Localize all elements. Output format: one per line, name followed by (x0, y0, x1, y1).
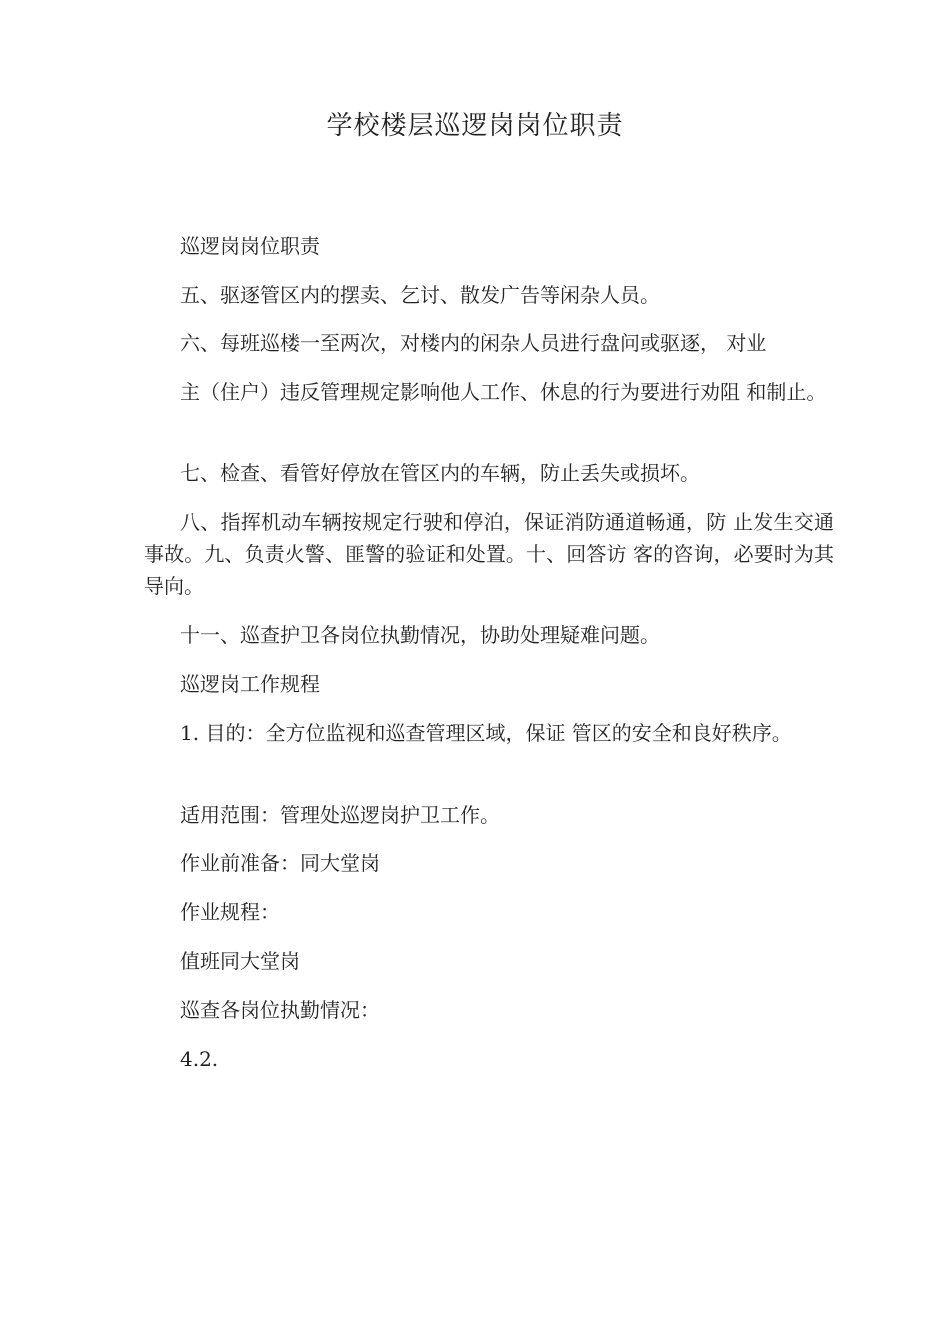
paragraph-section-number: 4.2. (180, 1047, 219, 1071)
paragraph-preparation: 作业前准备：同大堂岗 (180, 851, 380, 875)
paragraph-item-5: 五、驱逐管区内的摆卖、乞讨、散发广告等闲杂人员。 (180, 283, 660, 307)
paragraph-procedure-heading: 巡逻岗工作规程 (180, 672, 320, 696)
paragraph-purpose: 1. 目的：全方位监视和巡查管理区域，保证 管区的安全和良好秩序。 (180, 721, 792, 745)
document-title: 学校楼层巡逻岗岗位职责 (326, 111, 624, 141)
paragraph-item-11: 十一、巡查护卫各岗位执勤情况，协助处理疑难问题。 (180, 623, 660, 647)
paragraph-item-7: 七、检查、看管好停放在管区内的车辆，防止丢失或损坏。 (180, 461, 700, 485)
paragraph-scope: 适用范围：管理处巡逻岗护卫工作。 (180, 803, 500, 827)
paragraph-item-6-continued: 主（住户）违反管理规定影响他人工作、休息的行为要进行劝阻 和制止。 (180, 380, 827, 404)
paragraph-work-procedure: 作业规程： (180, 900, 280, 924)
paragraph-section-heading: 巡逻岗岗位职责 (180, 234, 320, 258)
paragraph-item-8: 八、指挥机动车辆按规定行驶和停泊，保证消防通道畅通，防 止发生交通事故。九、负责火警、匪警的验证和处置。十、回答访 客的咨询，必要时为其导向。 (144, 510, 834, 598)
paragraph-inspection: 巡查各岗位执勤情况： (180, 998, 380, 1022)
paragraph-item-6: 六、每班巡楼一至两次，对楼内的闲杂人员进行盘问或驱逐， 对业 (180, 331, 767, 355)
paragraph-on-duty: 值班同大堂岗 (180, 949, 300, 973)
